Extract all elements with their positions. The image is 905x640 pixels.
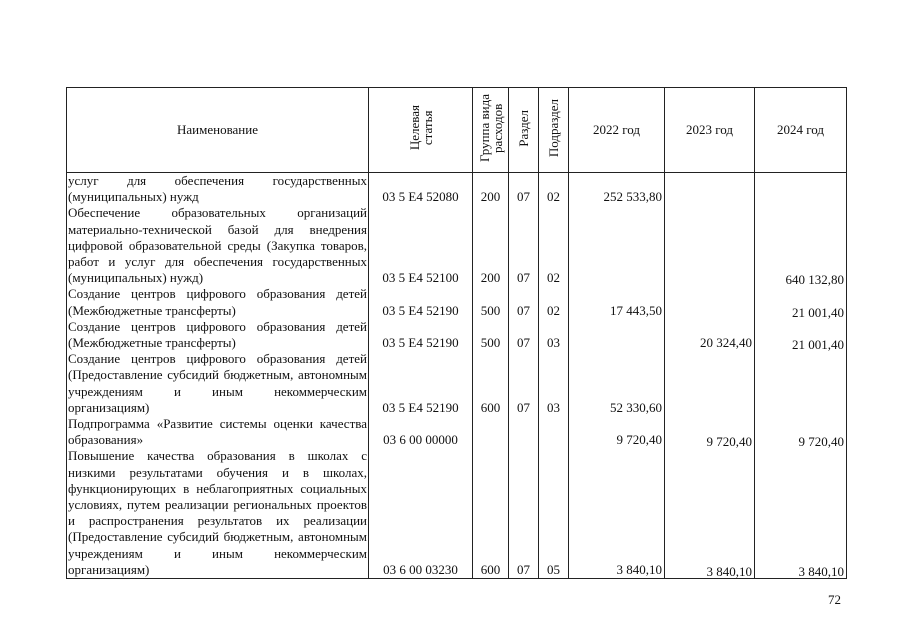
header-section: Раздел [509,88,539,173]
budget-table [66,87,847,579]
row-name: Обеспечение образовательных организаций материально-технической базой для внедрения цифровой образовательной среды (Закупка товаров, работ и услуг для обеспечения государственных (муниципальных) нужд) [68,205,367,286]
row-2022 [569,205,665,286]
row-subsection: 02 [539,173,569,206]
table-row [67,286,847,318]
header-row [67,88,847,173]
row-name: Создание центров цифрового образования детей (Межбюджетные трансферты) [68,318,367,351]
row-2023: 20 324,40 [665,319,755,351]
table-row [67,416,847,448]
row-subsection: 05 [539,448,569,578]
row-section [509,416,539,448]
table-row [67,173,847,206]
row-2023 [665,205,755,286]
row-2022: 52 330,60 [569,351,665,416]
row-2023: 9 720,40 [665,418,755,450]
row-2022: 9 720,40 [569,416,665,448]
row-section: 07 [509,448,539,578]
row-section: 07 [509,205,539,286]
row-section: 07 [509,319,539,351]
page-number: 72 [828,592,841,607]
row-2024: 9 720,40 [755,418,847,450]
row-name: услуг для обеспечения государственных (муниципальных) нужд [68,173,367,205]
row-2023 [665,286,755,318]
row-2023 [665,351,755,416]
row-expense-group [473,416,509,448]
row-subsection: 02 [539,286,569,318]
header-subsection: Подраздел [539,88,569,173]
row-2022 [569,319,665,351]
header-expense-group: Группа вида расходов [473,88,509,173]
row-subsection: 03 [539,319,569,351]
row-target-article: 03 6 00 00000 [369,416,473,448]
row-2022: 252 533,80 [569,173,665,206]
header-target-article: Целевая статья [369,88,473,173]
row-section: 07 [509,286,539,318]
row-2024 [755,173,847,206]
row-2024: 21 001,40 [755,288,847,320]
table-row [67,351,847,416]
table-row [67,319,847,351]
row-target-article: 03 5 E4 52190 [369,319,473,351]
row-target-article: 03 5 E4 52190 [369,286,473,318]
row-subsection [539,416,569,448]
row-2023: 3 840,10 [665,450,755,580]
table-row [67,205,847,286]
row-expense-group: 200 [473,173,509,206]
row-section: 07 [509,351,539,416]
header-2022: 2022 год [569,88,665,173]
row-2024 [755,351,847,416]
table-row [67,448,847,578]
row-expense-group: 500 [473,286,509,318]
row-expense-group: 500 [473,319,509,351]
row-name: Подпрограмма «Развитие системы оценки качества образования» [68,416,367,448]
row-2022: 17 443,50 [569,286,665,318]
header-name: Наименование [67,88,369,173]
row-expense-group: 600 [473,448,509,578]
row-subsection: 02 [539,205,569,286]
header-2024: 2024 год [755,88,847,173]
row-section: 07 [509,173,539,206]
row-subsection: 03 [539,351,569,416]
header-2023: 2023 год [665,88,755,173]
row-2022: 3 840,10 [569,448,665,578]
row-target-article: 03 5 E4 52100 [369,205,473,286]
row-target-article: 03 5 E4 52190 [369,351,473,416]
row-target-article: 03 5 E4 52080 [369,173,473,206]
row-target-article: 03 6 00 03230 [369,448,473,578]
row-name: Создание центров цифрового образования детей (Межбюджетные трансферты) [68,286,367,318]
row-2024: 640 132,80 [755,207,847,288]
row-expense-group: 200 [473,205,509,286]
row-2023 [665,173,755,206]
row-name: Создание центров цифрового образования детей (Предоставление субсидий бюджетным, автономным учреждениям и иным некоммерческим организациям) [68,351,367,415]
row-name: Повышение качества образования в школах с низкими результатами обучения и в школах, функционирующих в неблагоприятных социальных условиях, путем реализации региональных проектов и распространения результатов их реализации (Предоставление субсидий бюджетным, автономным учреждениям и иным некоммерческим организациям) [68,448,367,577]
row-2024: 21 001,40 [755,321,847,353]
row-expense-group: 600 [473,351,509,416]
row-2024: 3 840,10 [755,450,847,580]
